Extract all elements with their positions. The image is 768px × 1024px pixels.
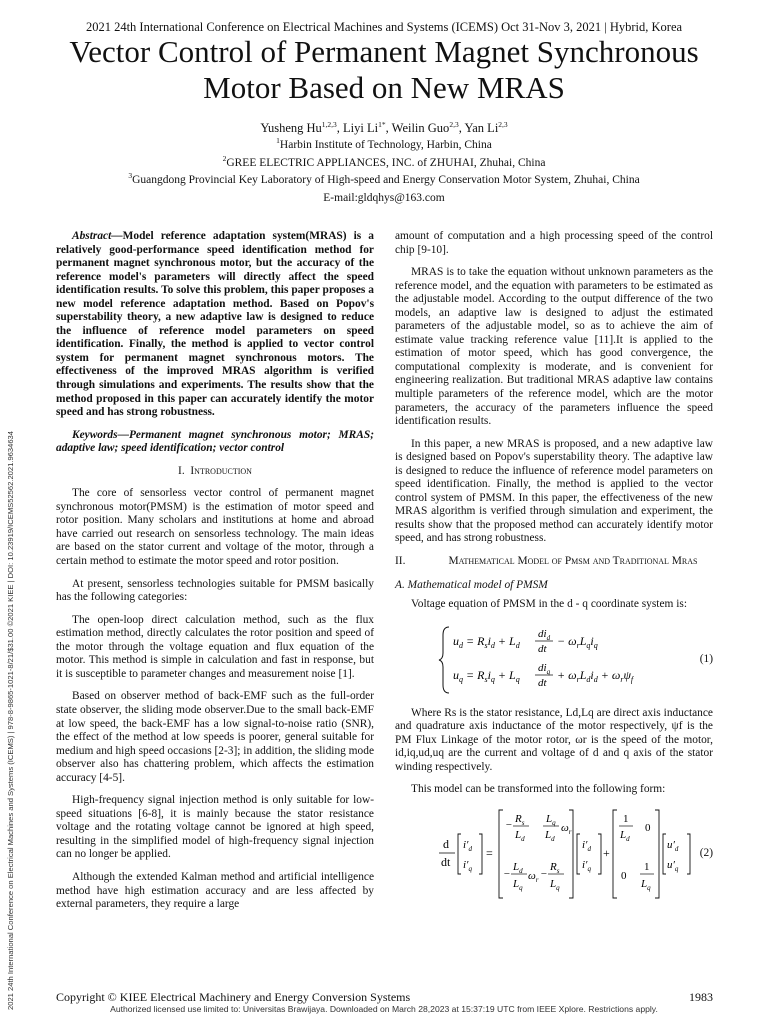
author-sup: 2,3 [449, 119, 459, 129]
svg-text:u′d: $u'_d$ [667, 838, 679, 853]
conference-header: 2021 24th International Conference on Electrical Machines and Systems (ICEMS) Oct 31-Nov 3, 2021 | Hybrid, Korea [85, 20, 683, 34]
section-heading-2 [395, 555, 713, 569]
author-sup: 1,2,3 [321, 119, 337, 129]
affiliations [0, 137, 768, 207]
affiliation-sup: 2 [222, 153, 227, 163]
keywords-text: Permanent magnet synchronous motor; MRAS; adaptive law; speed identification; vector control [56, 428, 374, 455]
svg-text:dt: dt [538, 642, 547, 655]
left-column [56, 230, 374, 921]
subsection-heading: A. Mathematical model of PMSM [395, 578, 548, 591]
affiliation-1 [0, 137, 768, 155]
svg-text:dt: dt [441, 854, 451, 869]
equation-1 [395, 621, 713, 699]
svg-text:u′q: $u'_q$ [667, 858, 679, 873]
svg-text:Rs: $R_s$ [515, 812, 525, 827]
page-number: 1983 [689, 990, 713, 1004]
section-heading-1 [56, 465, 374, 479]
affiliation-sup: 1 [276, 136, 280, 146]
svg-text:Lq: $L_q$ [641, 877, 651, 892]
paragraph: Voltage equation of PMSM in the d - q coordinate system is: [411, 598, 687, 611]
paragraph: Based on observer method of back-EMF such as the full-order state observer, the sliding mode observer.Due to the small back-EMF at low speed, the back-EMF has a low signal-to-noise ratio (SNR), the effect of the method at low speeds is poorer, general suitable for medium and high speed occasions [2-3]; in addition, the sliding mode observer also has chattering problem, which affects the estimation accuracy [4-5]. [56, 690, 374, 784]
svg-text:1: 1 [623, 812, 629, 825]
svg-text:Ld: $L_d$ [515, 828, 525, 843]
svg-text:Ld: $L_d$ [620, 828, 630, 843]
equation-2-graphic [395, 806, 695, 902]
affiliation-3 [0, 172, 768, 190]
svg-text:−: − [505, 818, 513, 831]
affiliation-text: Guangdong Provincial Key Laboratory of High-speed and Energy Conservation Motor System, Zhuhai, China [132, 174, 640, 186]
svg-text:ud = Rsid + Ld: $u_d = R_si_d + L_d$ [453, 633, 520, 650]
svg-text:Ld: $L_d$ [545, 828, 555, 843]
svg-text:i′q: $i'_q$ [463, 858, 472, 873]
paper-title [40, 34, 728, 106]
paragraph: The core of sensorless vector control of permanent magnet synchronous motor(PMSM) is the estimation of motor speed and rotor position. Many scholars and institutions at home and abroad have carried out research on sensorless technology. The main ideas are based on the stator current and voltage of the motor, through a certain method to estimate the motor speed and rotor position. [56, 487, 374, 568]
svg-text:1: 1 [644, 860, 650, 873]
svg-text:0: 0 [621, 869, 627, 882]
paragraph: High-frequency signal injection method is only suitable for low-speed situations [6-8], it is mainly because the stator resistance voltage and the rotating voltage cannot be ignored at high speed, resulting in the simplified model of high-frequency signal injection can no longer be applied. [56, 794, 374, 861]
svg-text:0: 0 [645, 821, 651, 834]
svg-text:+: + [603, 845, 610, 860]
author-name: Yan Li [464, 121, 499, 135]
email: E-mail:gldqhys@163.com [323, 191, 445, 204]
affiliation-2 [0, 155, 768, 173]
paragraph: In this paper, a new MRAS is proposed, and a new adaptive law is designed based on Popov's superstability theory. The adaptive law is designed to reduce the influence of reference model parameters on speed identification. Finally, the method is applied to the vector control system of PMSM. In this paper, the effectiveness of the new MRAS algorithm is verified through simulation and experiment, the results show that the proposed method can accurately identify motor speed, and has strong robustness. [395, 437, 713, 545]
author-name: Weilin Guo [391, 121, 450, 135]
affiliation-text: Harbin Institute of Technology, Harbin, China [279, 139, 492, 151]
svg-text:=: = [486, 845, 493, 860]
paragraph: At present, sensorless technologies suitable for PMSM basically has the following categories: [56, 577, 374, 604]
paragraph: The open-loop direct calculation method, such as the flux estimation method, directly calculates the rotor position and speed of the motor through the voltage equation and flux equation of the motor. This method is simple in calculation and fast in response, but it is susceptible to parameter changes and measurement noise [1]. [56, 613, 374, 680]
affiliation-sup: 3 [128, 171, 133, 181]
keywords [56, 429, 374, 456]
authorized-use-notice: Authorized licensed use limited to: Universitas Brawijaya. Downloaded on March 28,2023 at 15:37:19 UTC from IEEE Xplore. Restrictions apply. [110, 1004, 658, 1014]
author-sup: 2,3 [498, 119, 508, 129]
right-column [395, 230, 713, 910]
svg-text:i′d: $i'_d$ [582, 838, 591, 853]
keywords-label: Keywords— [72, 428, 129, 441]
abstract-text: Model reference adaptation system(MRAS) is a relatively good-performance speed identification method for permanent magnet synchronous motor, but the accuracy of the reference model's parameters will directly affect the speed identification results. To solve this problem, this paper proposes a new model reference adaptation method. Based on Popov's superstability theory, a new adaptive law is designed to reduce the influence of reference model parameters on speed identification. Finally, the method is applied to vector control system for permanent magnet synchronous motors. The effectiveness of the improved MRAS algorithm is verified through simulations and experiments. The results show that the method proposed in this paper can accurately identify the motor speed and has strong robustness. [56, 230, 374, 419]
svg-text:i′q: $i'_q$ [582, 858, 591, 873]
side-doi-note: 2021 24th International Conference on Electrical Machines and Systems (ICEMS) | 978-8-9865-1021-8/21/$31.00 ©2021 KIEE | DOI: 10.23919/ICEMS52562.2021.9634634 [6, 430, 15, 1010]
svg-text:+ ωrLdid + ωrψf: + $\omega_rL_di_d + \omega_r\psi_f$ [557, 667, 634, 684]
equation-2 [395, 806, 713, 902]
svg-text:d: d [443, 836, 449, 851]
paragraph: Where Rs is the stator resistance, Ld,Lq are direct axis inductance and quadrature axis inductance of the motor respectively, ψf is the PM Flux Linkage of the motor rotor, ωr is the speed of the motor, id,iq,ud,uq are the current and voltage of d and q axis of the stator winding respectively. [395, 706, 713, 773]
section-title: Introduction [190, 464, 252, 477]
section-number: I. [178, 464, 185, 477]
svg-text:Ld: $L_d$ [513, 860, 523, 875]
title-line-1: Vector Control of Permanent Magnet Synchronous [69, 34, 699, 69]
equation-number: (1) [699, 652, 713, 665]
svg-text:dt: dt [538, 676, 547, 689]
svg-text:ωr: $\omega_r$ [528, 869, 539, 884]
title-line-2: Motor Based on New MRAS [203, 70, 565, 105]
svg-text:− ωrLqiq: − $\omega_rL_qi_q$ [557, 633, 598, 650]
author-name: Yusheng Hu [260, 121, 322, 135]
svg-text:Rs: $R_s$ [550, 860, 560, 875]
abstract-label: Abstract— [72, 230, 123, 242]
footer-copyright: Copyright © KIEE Electrical Machinery and Energy Conversion Systems [56, 990, 411, 1004]
author-name: Liyi Li [343, 121, 379, 135]
svg-text:ωr: $\omega_r$ [561, 821, 572, 836]
svg-text:Lq: $L_q$ [546, 812, 556, 827]
affiliation-text: GREE ELECTRIC APPLIANCES, INC. of ZHUHAI, Zhuhai, China [226, 156, 546, 169]
paragraph: This model can be transformed into the following form: [411, 783, 666, 796]
svg-text:−: − [540, 867, 548, 880]
section-number: II. [395, 555, 406, 568]
equation-number: (2) [699, 847, 713, 860]
svg-text:did: $di_d$ [538, 627, 551, 642]
paragraph: Although the extended Kalman method and artificial intelligence method have high estimation accuracy and are less affected by external parameters, they require a large [56, 870, 374, 911]
author-list: Yusheng Hu$^{1,2,3}$, Liyi $Li^{1*}$, Weilin Guo$^{2,3}$, Yan Li$^{2,3}$ [260, 119, 508, 135]
abstract [56, 230, 374, 420]
paragraph: MRAS is to take the equation without unknown parameters as the reference model, and the equation with parameters to be estimated as the adjustable model. According to the output difference of the two models, an adaptive law is designed to adjust the estimated parameters of the adjustable model, so as to achieve the aim of estimate value tracking reference value [11].It is applied to the estimation of motor speed, which has good convergence, the computational complexity is moderate, and is convenient for engineering realization. But traditional MRAS adaptive law contains multiple parameters of the reference model, which are the motor parameters, the accuracy of the parameters influence the speed identification results. [395, 266, 713, 428]
svg-text:Lq: $L_q$ [513, 877, 523, 892]
paragraph: amount of computation and a high processing speed of the control chip [9-10]. [395, 230, 713, 256]
section-title: Mathematical Model of Pmsm and Traditional Mras [448, 555, 698, 568]
svg-text:−: − [503, 867, 511, 880]
svg-text:diq: $di_q$ [538, 661, 551, 676]
svg-text:i′d: $i'_d$ [463, 838, 472, 853]
svg-text:uq = Rsiq + Lq: $u_q = R_si_q + L_q$ [453, 667, 520, 684]
svg-text:Lq: $L_q$ [550, 877, 560, 892]
author-sup: 1* [378, 119, 386, 129]
equation-1-graphic [395, 621, 655, 699]
